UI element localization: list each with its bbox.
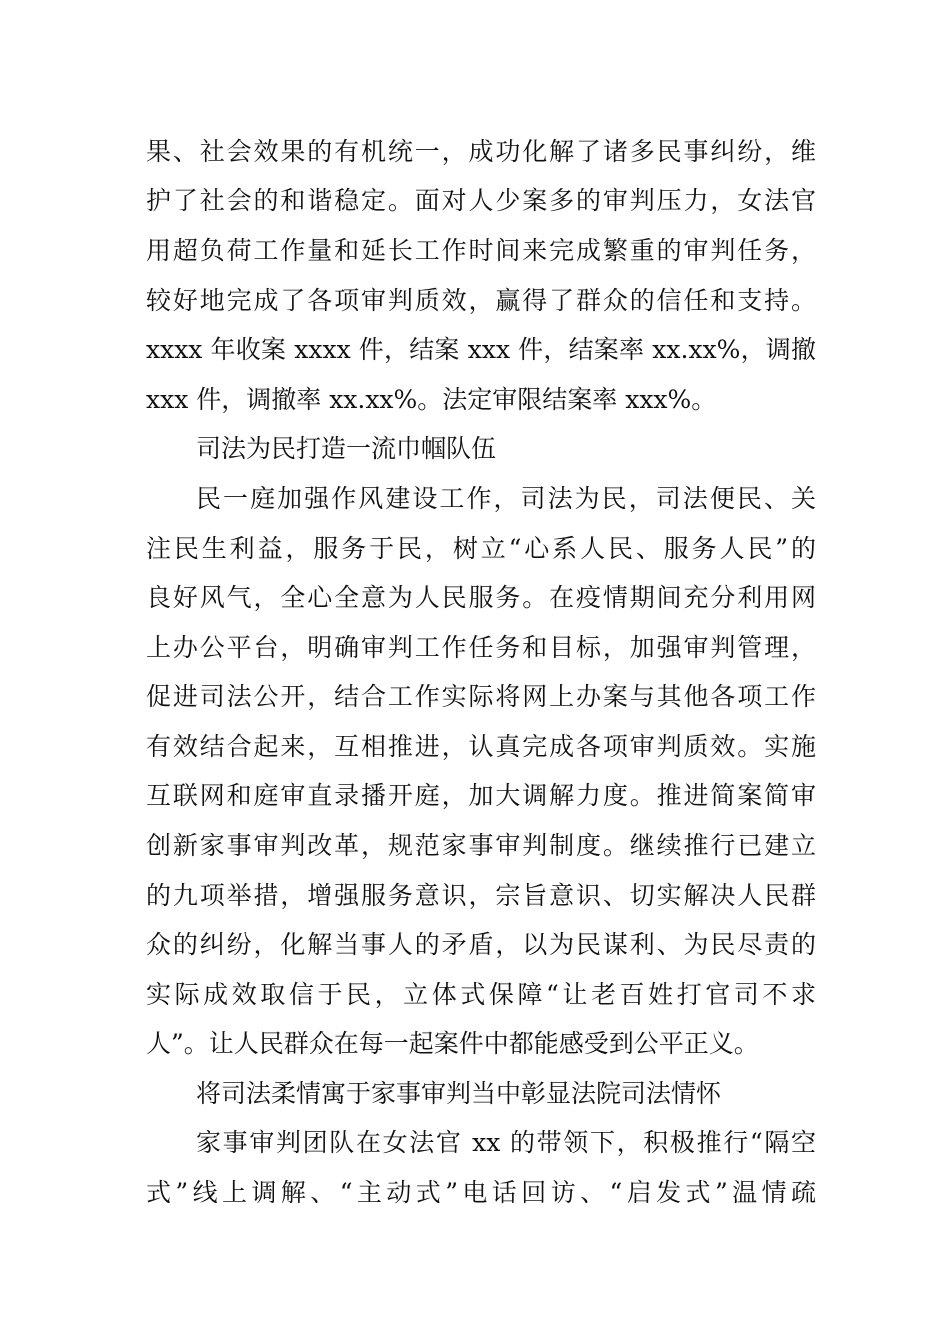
paragraph-1-line-6: xxx 件，调撤率 xx.xx%。法定审限结案率 xxx%。 — [146, 385, 717, 414]
paragraph-2-line-12: 人”。让人民群众在每一起案件中都能感受到公平正义。 — [146, 1029, 759, 1058]
paragraph-2-line-9: 的九项举措，增强服务意识，宗旨意识、切实解决人民群 — [146, 881, 816, 910]
paragraph-3-line-1: 家事审判团队在女法官 xx 的带领下，积极推行“隔空 — [196, 1128, 816, 1157]
paragraph-2-line-5: 促进司法公开，结合工作实际将网上办案与其他各项工作 — [146, 682, 816, 711]
paragraph-1-line-4: 较好地完成了各项审判质效，赢得了群众的信任和支持。 — [146, 286, 816, 315]
paragraph-2-line-7: 互联网和庭审直录播开庭，加大调解力度。推进简案简审 — [146, 781, 816, 810]
paragraph-2-line-3: 良好风气，全心全意为人民服务。在疫情期间充分利用网 — [146, 583, 816, 612]
paragraph-1-line-1: 果、社会效果的有机统一，成功化解了诸多民事纠纷，维 — [146, 137, 816, 166]
paragraph-3-line-2: 式”线上调解、“主动式”电话回访、“启发式”温情疏 — [146, 1178, 816, 1207]
paragraph-1-line-5: xxxx 年收案 xxxx 件，结案 xxx 件，结案率 xx.xx%，调撤 — [146, 335, 816, 364]
section-heading-2: 将司法柔情寓于家事审判当中彰显法院司法情怀 — [196, 1079, 722, 1108]
paragraph-1-line-3: 用超负荷工作量和延长工作时间来完成繁重的审判任务， — [146, 236, 816, 265]
paragraph-2-line-1: 民一庭加强作风建设工作，司法为民，司法便民、关 — [196, 484, 816, 513]
paragraph-2-line-11: 实际成效取信于民，立体式保障“让老百姓打官司不求 — [146, 980, 816, 1009]
paragraph-2-line-8: 创新家事审判改革，规范家事审判制度。继续推行已建立 — [146, 831, 816, 860]
paragraph-2-line-4: 上办公平台，明确审判工作任务和目标，加强审判管理， — [146, 633, 816, 662]
paragraph-2-line-6: 有效结合起来，互相推进，认真完成各项审判质效。实施 — [146, 732, 816, 761]
paragraph-2-line-2: 注民生利益，服务于民，树立“心系人民、服务人民”的 — [146, 534, 816, 563]
section-heading-1: 司法为民打造一流巾帼队伍 — [196, 434, 497, 463]
paragraph-2-line-10: 众的纠纷，化解当事人的矛盾，以为民谋利、为民尽责的 — [146, 930, 816, 959]
paragraph-1-line-2: 护了社会的和谐稳定。面对人少案多的审判压力，女法官 — [146, 186, 816, 215]
